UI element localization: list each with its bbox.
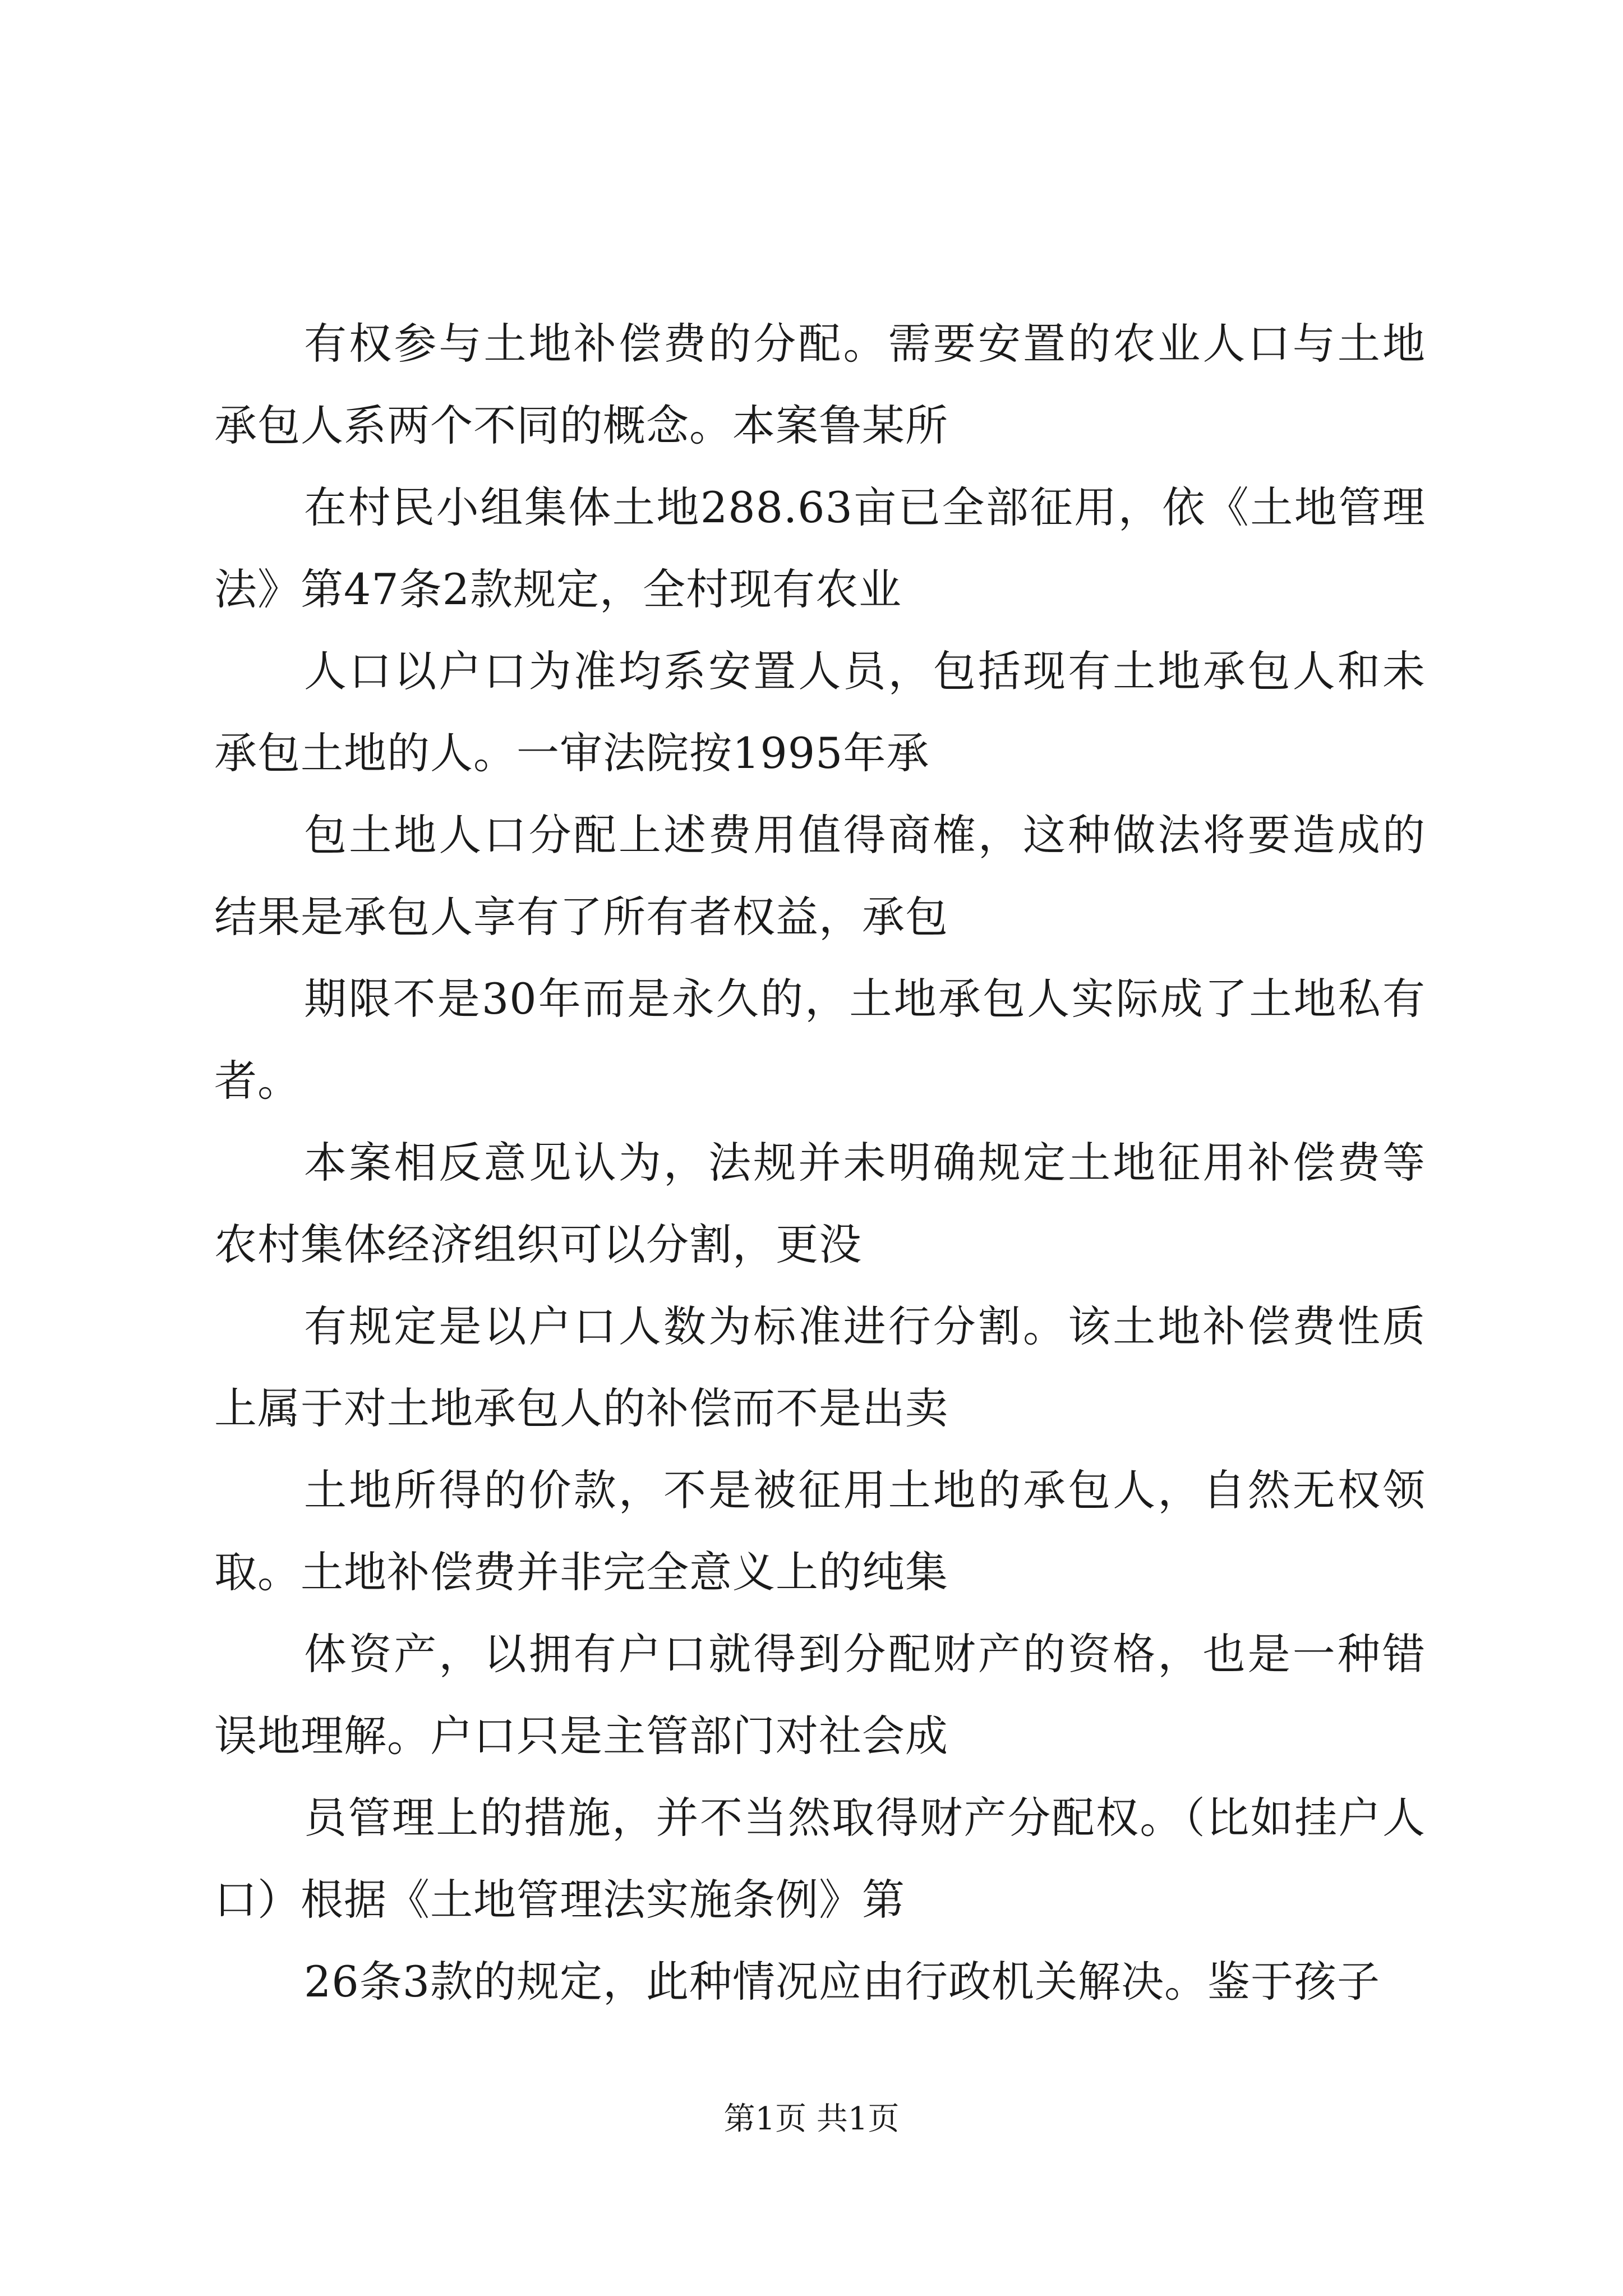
paragraph-11: 26条3款的规定，此种情况应由行政机关解决。鉴于孩子 <box>304 1957 1381 2007</box>
paragraph-1: 有权参与土地补偿费的分配。需要安置的农业人口与土地承包人系两个不同的概念。本案鲁某所 <box>214 319 1426 450</box>
paragraph-4: 包土地人口分配上述费用值得商榷，这种做法将要造成的结果是承包人享有了所有者权益，承包 <box>214 810 1426 942</box>
page-number-footer: 第1页 共1页 <box>723 2101 900 2137</box>
paragraph-3: 人口以户口为准均系安置人员，包括现有土地承包人和未承包土地的人。一审法院按1995年承 <box>214 646 1426 778</box>
paragraph-8: 土地所得的价款，不是被征用土地的承包人，自然无权领取。土地补偿费并非完全意义上的纯集 <box>214 1465 1426 1597</box>
paragraph-6: 本案相反意见认为，法规并未明确规定土地征用补偿费等农村集体经济组织可以分割，更没 <box>214 1138 1426 1269</box>
paragraph-7: 有规定是以户口人数为标准进行分割。该土地补偿费性质上属于对土地承包人的补偿而不是出卖 <box>214 1301 1426 1433</box>
document-body <box>214 303 1426 2023</box>
paragraph-9: 体资产，以拥有户口就得到分配财产的资格，也是一种错误地理解。户口只是主管部门对社会成 <box>214 1629 1426 1761</box>
paragraph-10: 员管理上的措施，并不当然取得财产分配权。（比如挂户人口）根据《土地管理法实施条例》第 <box>214 1793 1426 1925</box>
paragraph-5: 期限不是30年而是永久的，土地承包人实际成了土地私有者。 <box>214 974 1426 1106</box>
paragraph-2: 在村民小组集体土地288.63亩已全部征用，依《土地管理法》第47条2款规定，全村现有农业 <box>214 482 1426 614</box>
